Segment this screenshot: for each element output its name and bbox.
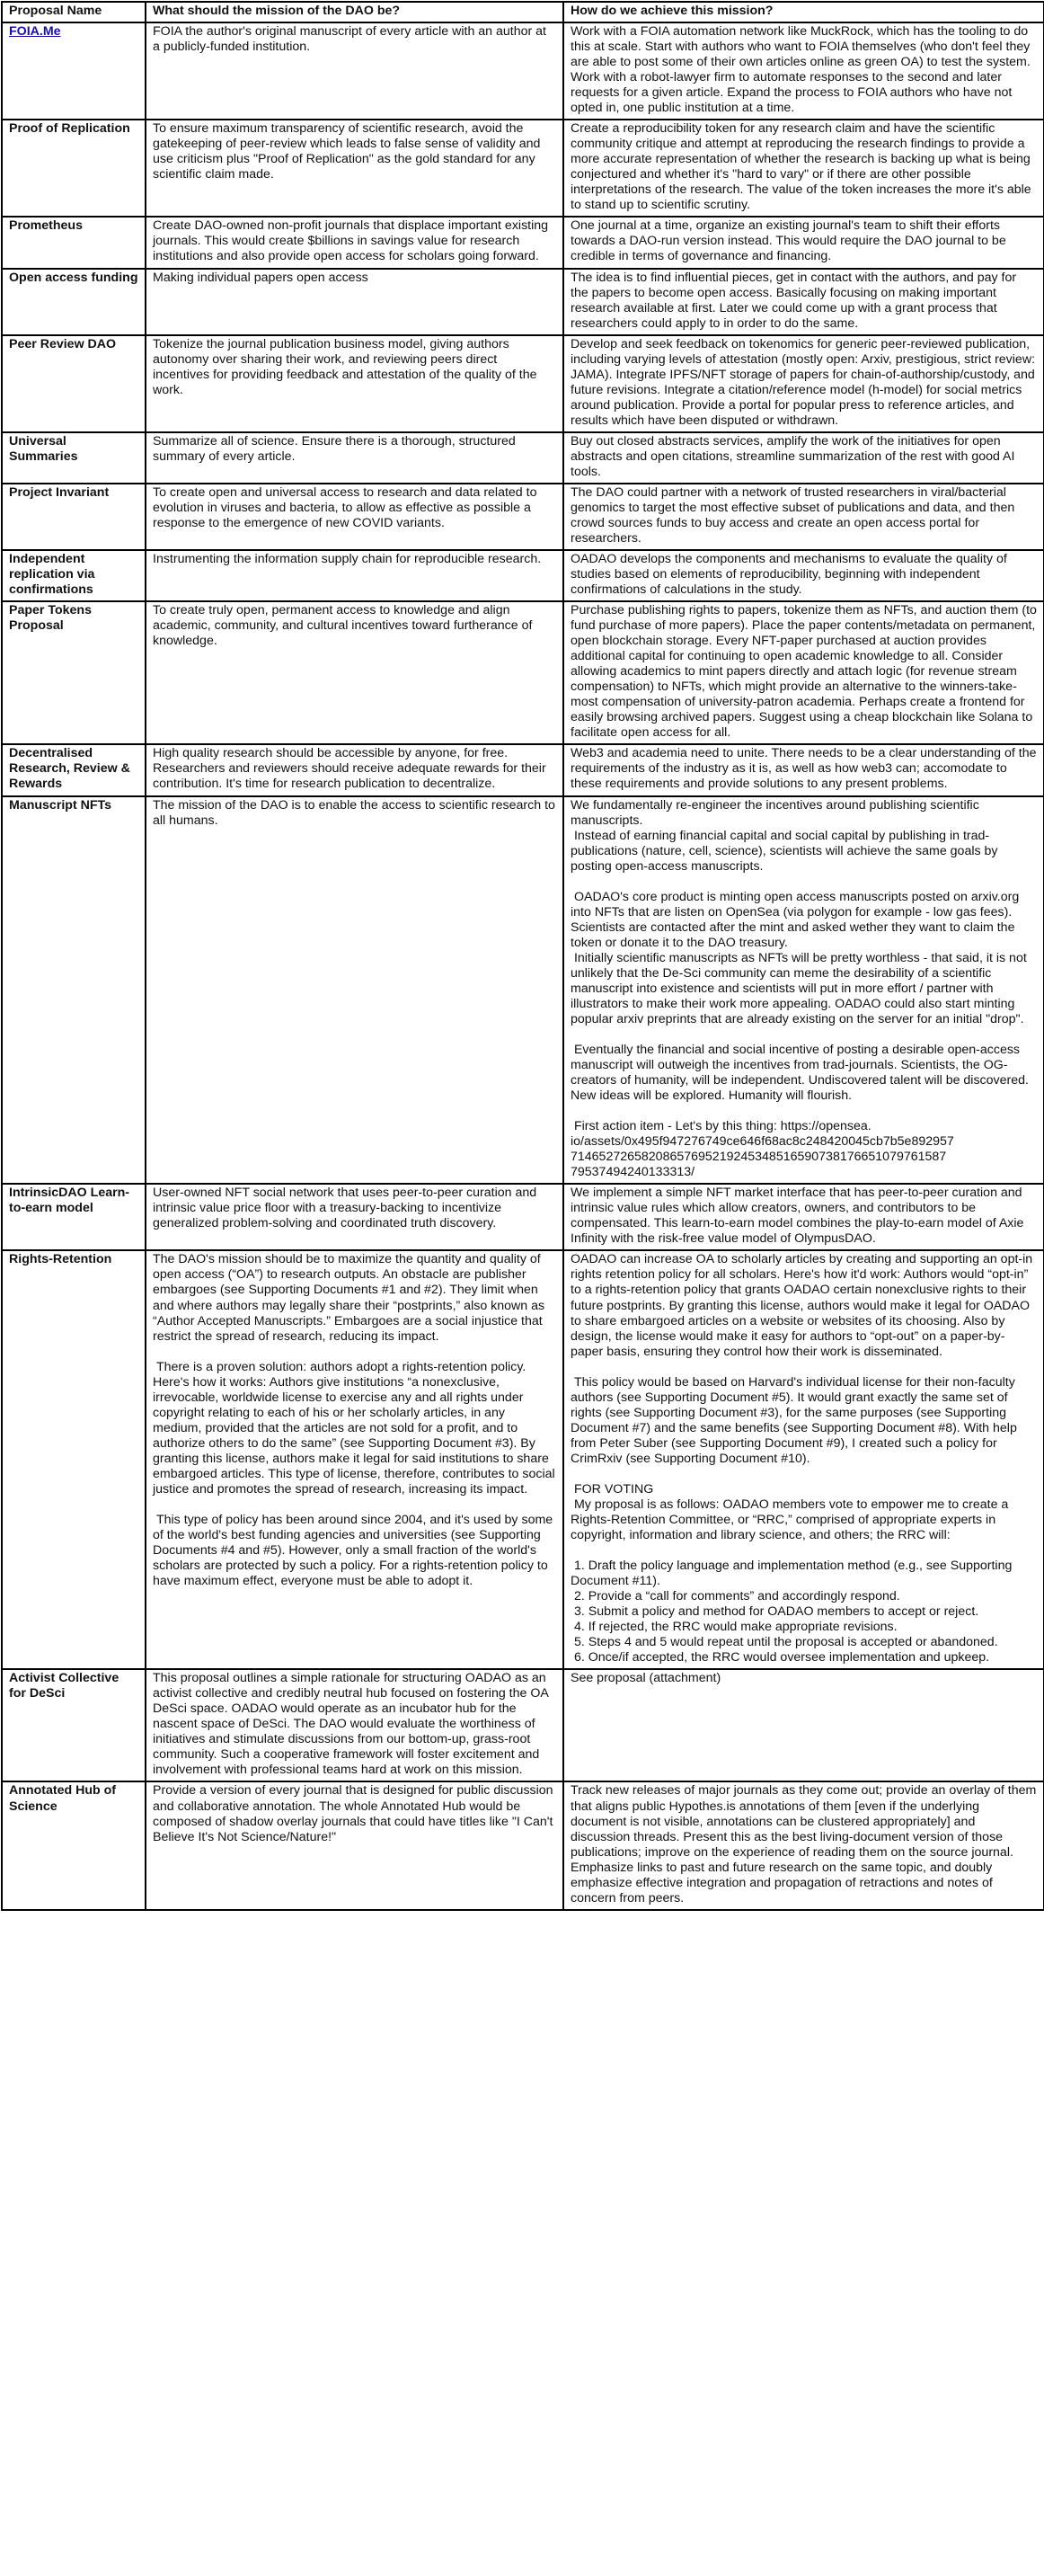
how-cell: The DAO could partner with a network of trusted researchers in viral/bacterial genomics to target the most effective subset of publications and data, and then crowd sources funds to buy access and create an open access portal for researchers.	[563, 484, 1044, 550]
header-mission: What should the mission of the DAO be?	[146, 2, 563, 22]
table-row	[2, 1781, 1044, 1909]
header-how: How do we achieve this mission?	[563, 2, 1044, 22]
how-cell: We fundamentally re-engineer the incentives around publishing scientific manuscripts. Instead of earning financial capital and social capital by publishing in trad-publications (nature, cell, science), scientists will achieve the same goals by posting open-access manuscripts. OADAO's core product is minting open access manuscripts posted on arxiv.org into NFTs that are listen on OpenSea (via polygon for example - low gas fees). Scientists are contacted after the mint and asked wether they want to claim the token or donate it to the DAO treasury. Initially scientific manuscripts as NFTs will be pretty worthless - that said, it is not unlikely that the De-Sci community can meme the desirability of a scientific manuscript into existence and scientists will put in more effort / partner with illustrators to make their work more appealing. OADAO could also start minting popular arxiv preprints that are already existing on the server for an initial "drop". Eventually the financial and social incentive of posting a desirable open-access manuscript will outweigh the incentives from trad-journals. Scientists, the OG-creators of humanity, will be independent. Undiscovered talent will be discovered. New ideas will be explored. Humanity will flourish. First action item - Let's by this thing: https://opensea. io/assets/0x495f947276749ce646f68ac8c248420045cb7b5e892957 71465272658208657695219245348516590738176651079761587 79537494240133313/	[563, 796, 1044, 1185]
mission-cell: To ensure maximum transparency of scientific research, avoid the gatekeeping of peer-review which leads to false sense of validity and use criticism plus "Proof of Replication" as the gold standard for any scientific claim made.	[146, 120, 563, 217]
mission-cell: The mission of the DAO is to enable the access to scientific research to all humans.	[146, 796, 563, 1185]
table-row	[2, 601, 1044, 744]
mission-cell: Instrumenting the information supply chain for reproducible research.	[146, 550, 563, 601]
proposal-name-cell	[2, 22, 146, 120]
table-row	[2, 22, 1044, 120]
proposal-name-cell: Paper Tokens Proposal	[2, 601, 146, 744]
table-row	[2, 217, 1044, 268]
table-row	[2, 335, 1044, 432]
proposal-name-cell: Rights-Retention	[2, 1250, 146, 1669]
mission-cell: To create truly open, permanent access to knowledge and align academic, community, and cultural incentives toward furtherance of knowledge.	[146, 601, 563, 744]
mission-cell: The DAO's mission should be to maximize the quantity and quality of open access (“OA”) to research outputs. An obstacle are publisher embargoes (see Supporting Documents #1 and #2). They limit when and where authors may legally share their “postprints,” also known as “Author Accepted Manuscripts.” Embargoes are a social injustice that restrict the spread of research, reducing its impact. There is a proven solution: authors adopt a rights-retention policy. Here's how it works: Authors give institutions “a nonexclusive, irrevocable, worldwide license to exercise any and all rights under copyright relating to each of his or her scholarly articles, in any medium, provided that the articles are not sold for a profit, and to authorize others to do the same” (see Supporting Document #3). By granting this license, authors make it legal for said institutions to share embargoed articles. This type of license, therefore, contributes to social justice and promotes the spread of research, increasing its impact. This type of policy has been around since 2004, and it's used by some of the world's best funding agencies and universities (see Supporting Documents #4 and #5). However, only a small fraction of the world's scholars are protected by such a policy. For a rights-retention policy to have maximum effect, everyone must be able to adopt it.	[146, 1250, 563, 1669]
mission-cell: Tokenize the journal publication business model, giving authors autonomy over sharing their work, and reviewing peers direct incentives for providing feedback and attestation of the quality of the work.	[146, 335, 563, 432]
proposals-body	[2, 22, 1044, 1910]
how-cell: OADAO can increase OA to scholarly articles by creating and supporting an opt-in rights retention policy for all scholars. Here's how it'd work: Authors would “opt-in” to a rights-retention policy that grants OADAO certain nonexclusive rights to their future postprints. By granting this license, authors would make it legal for OADAO to share embargoed articles on a website or websites of its choosing. Also by design, the license would make it easy for authors to “opt-out” on a paper-by-paper basis, ensuring they control how their work is disseminated. This policy would be based on Harvard's individual license for their non-faculty authors (see Supporting Document #5). It would grant exactly the same set of rights (see Supporting Document #3), for the same purposes (see Supporting Document #7) and the same benefits (see Supporting Document #8). With help from Peter Suber (see Supporting Document #9), I created such a policy for CrimRxiv (see Supporting Document #10). FOR VOTING My proposal is as follows: OADAO members vote to empower me to create a Rights-Retention Committee, or “RRC,” comprised of appropriate experts in copyright, information and library science, and others; the RRC will: 1. Draft the policy language and implementation method (e.g., see Supporting Document #11). 2. Provide a “call for comments” and accordingly respond. 3. Submit a policy and method for OADAO members to accept or reject. 4. If rejected, the RRC would make appropriate revisions. 5. Steps 4 and 5 would repeat until the proposal is accepted or abandoned. 6. Once/if accepted, the RRC would oversee implementation and upkeep.	[563, 1250, 1044, 1669]
mission-cell: FOIA the author's original manuscript of every article with an author at a publicly-funded institution.	[146, 22, 563, 120]
table-row	[2, 796, 1044, 1185]
proposal-name-cell: Annotated Hub of Science	[2, 1781, 146, 1909]
proposals-table	[1, 1, 1044, 1911]
how-cell: The idea is to find influential pieces, get in contact with the authors, and pay for the papers to become open access. Basically focusing on making important research available at first. Later we could come up with a grant process that researchers could apply to in order to do the same.	[563, 269, 1044, 335]
mission-cell: Summarize all of science. Ensure there is a thorough, structured summary of every article.	[146, 432, 563, 484]
how-cell: Buy out closed abstracts services, amplify the work of the initiatives for open abstracts and open citations, streamline summarization of the rest with good AI tools.	[563, 432, 1044, 484]
how-cell: One journal at a time, organize an existing journal's team to shift their efforts towards a DAO-run version instead. This would require the DAO journal to be credible in terms of governance and financing.	[563, 217, 1044, 268]
mission-cell: Provide a version of every journal that is designed for public discussion and collaborative annotation. The whole Annotated Hub would be composed of shadow overlay journals that could have titles like "I Can't Believe It's Not Science/Nature!"	[146, 1781, 563, 1909]
mission-cell: Making individual papers open access	[146, 269, 563, 335]
proposal-name-cell: Prometheus	[2, 217, 146, 268]
table-row	[2, 269, 1044, 335]
mission-cell: To create open and universal access to research and data related to evolution in viruses and bacteria, to allow as effective as possible a response to the emergence of new COVID variants.	[146, 484, 563, 550]
how-cell: Purchase publishing rights to papers, tokenize them as NFTs, and auction them (to fund purchase of more papers). Place the paper contents/metadata on permanent, open blockchain storage. Every NFT-paper purchased at auction provides additional capital for continuing to open academic knowledge to all. Consider allowing academics to mint papers directly and attach logic (for revenue stream compensation) to NFTs, which might provide an alternative to the winners-take-most compensation of university-patron academia. Perhaps create a frontend for easily browsing archived papers. Suggest using a cheap blockchain like Solana to facilitate open access for all.	[563, 601, 1044, 744]
how-cell: Web3 and academia need to unite. There needs to be a clear understanding of the requirements of the industry as it is, as well as how web3 can; accomodate to these requirements and provide solutions to any present problems.	[563, 744, 1044, 795]
table-row	[2, 484, 1044, 550]
header-row	[2, 2, 1044, 22]
how-cell: OADAO develops the components and mechanisms to evaluate the quality of studies based on elements of reproducibility, beginning with independent confirmations of calculations in the study.	[563, 550, 1044, 601]
table-row	[2, 120, 1044, 217]
how-cell: See proposal (attachment)	[563, 1669, 1044, 1781]
proposal-name-cell: Open access funding	[2, 269, 146, 335]
proposal-name-cell: Activist Collective for DeSci	[2, 1669, 146, 1781]
mission-cell: User-owned NFT social network that uses peer-to-peer curation and intrinsic value price floor with a treasury-backing to incentivize generalized problem-solving and coordinated truth discovery.	[146, 1184, 563, 1250]
mission-cell: This proposal outlines a simple rationale for structuring OADAO as an activist collective and credibly neutral hub focused on fostering the OA DeSci space. OADAO would operate as an incubator hub for the nascent space of DeSci. The DAO would evaluate the worthiness of initiatives and stimulate discussions from our bottom-up, grass-root community. Such a cooperative framework will foster excitement and involvement with professional teams hard at work on this mission.	[146, 1669, 563, 1781]
proposal-name-cell: Peer Review DAO	[2, 335, 146, 432]
proposal-name-cell: Project Invariant	[2, 484, 146, 550]
how-cell: We implement a simple NFT market interface that has peer-to-peer curation and intrinsic value rules which allow creators, owners, and contributors to be compensated. This learn-to-earn model combines the play-to-earn model of Axie Infinity with the risk-free value model of OlympusDAO.	[563, 1184, 1044, 1250]
proposal-name-cell: Independent replication via confirmations	[2, 550, 146, 601]
proposal-name-cell: Manuscript NFTs	[2, 796, 146, 1185]
proposal-name-cell: IntrinsicDAO Learn-to-earn model	[2, 1184, 146, 1250]
proposal-name-cell: Proof of Replication	[2, 120, 146, 217]
proposal-name-cell: Universal Summaries	[2, 432, 146, 484]
table-row	[2, 1669, 1044, 1781]
proposal-name-cell: Decentralised Research, Review & Rewards	[2, 744, 146, 795]
table-row	[2, 1250, 1044, 1669]
mission-cell: Create DAO-owned non-profit journals that displace important existing journals. This would create $billions in savings value for research institutions and also provide open access for scholars going forward.	[146, 217, 563, 268]
how-cell: Track new releases of major journals as they come out; provide an overlay of them that aligns public Hypothes.is annotations of them [even if the underlying document is not visible, annotations can be clustered appropriately] and discussion threads. Present this as the best living-document version of those publications; improve on the experience of reading them on the source journal. Emphasize links to past and future research on the same topic, and doubly emphasize effective integration and propagation of retractions and notes of concern from peers.	[563, 1781, 1044, 1909]
how-cell: Create a reproducibility token for any research claim and have the scientific community critique and attempt at reproducing the research findings to provide a more accurate representation of whether the research is backing up what is being conjectured and whether it's "hard to vary" or if there are other possible interpretations of the research. The value of the token increases the more it's able to stand up to scientific scrutiny.	[563, 120, 1044, 217]
how-cell: Develop and seek feedback on tokenomics for generic peer-reviewed publication, including varying levels of attestation (mostly open: Arxiv, prestigious, strict review: JAMA). Integrate IPFS/NFT storage of papers for chain-of-authorship/custody, and future revisions. Integrate a citation/reference model (h-model) for social metrics around publication. Provide a portal for popular press to reference articles, and results which have been disputed or withdrawn.	[563, 335, 1044, 432]
header-proposal-name: Proposal Name	[2, 2, 146, 22]
table-row	[2, 1184, 1044, 1250]
how-cell: Work with a FOIA automation network like MuckRock, which has the tooling to do this at scale. Start with authors who want to FOIA themselves (who don't feel they are able to post some of their own articles online as green OA) to test the system. Work with a robot-lawyer firm to automate responses to the second and later requests for a given article. Expand the process to FOIA authors who have not opted in, one public institution at a time.	[563, 22, 1044, 120]
proposal-name-link[interactable]: FOIA.Me	[9, 24, 61, 40]
table-row	[2, 432, 1044, 484]
table-row	[2, 744, 1044, 795]
mission-cell: High quality research should be accessible by anyone, for free. Researchers and reviewers should receive adequate rewards for their contribution. It's time for research publication to decentralize.	[146, 744, 563, 795]
table-row	[2, 550, 1044, 601]
